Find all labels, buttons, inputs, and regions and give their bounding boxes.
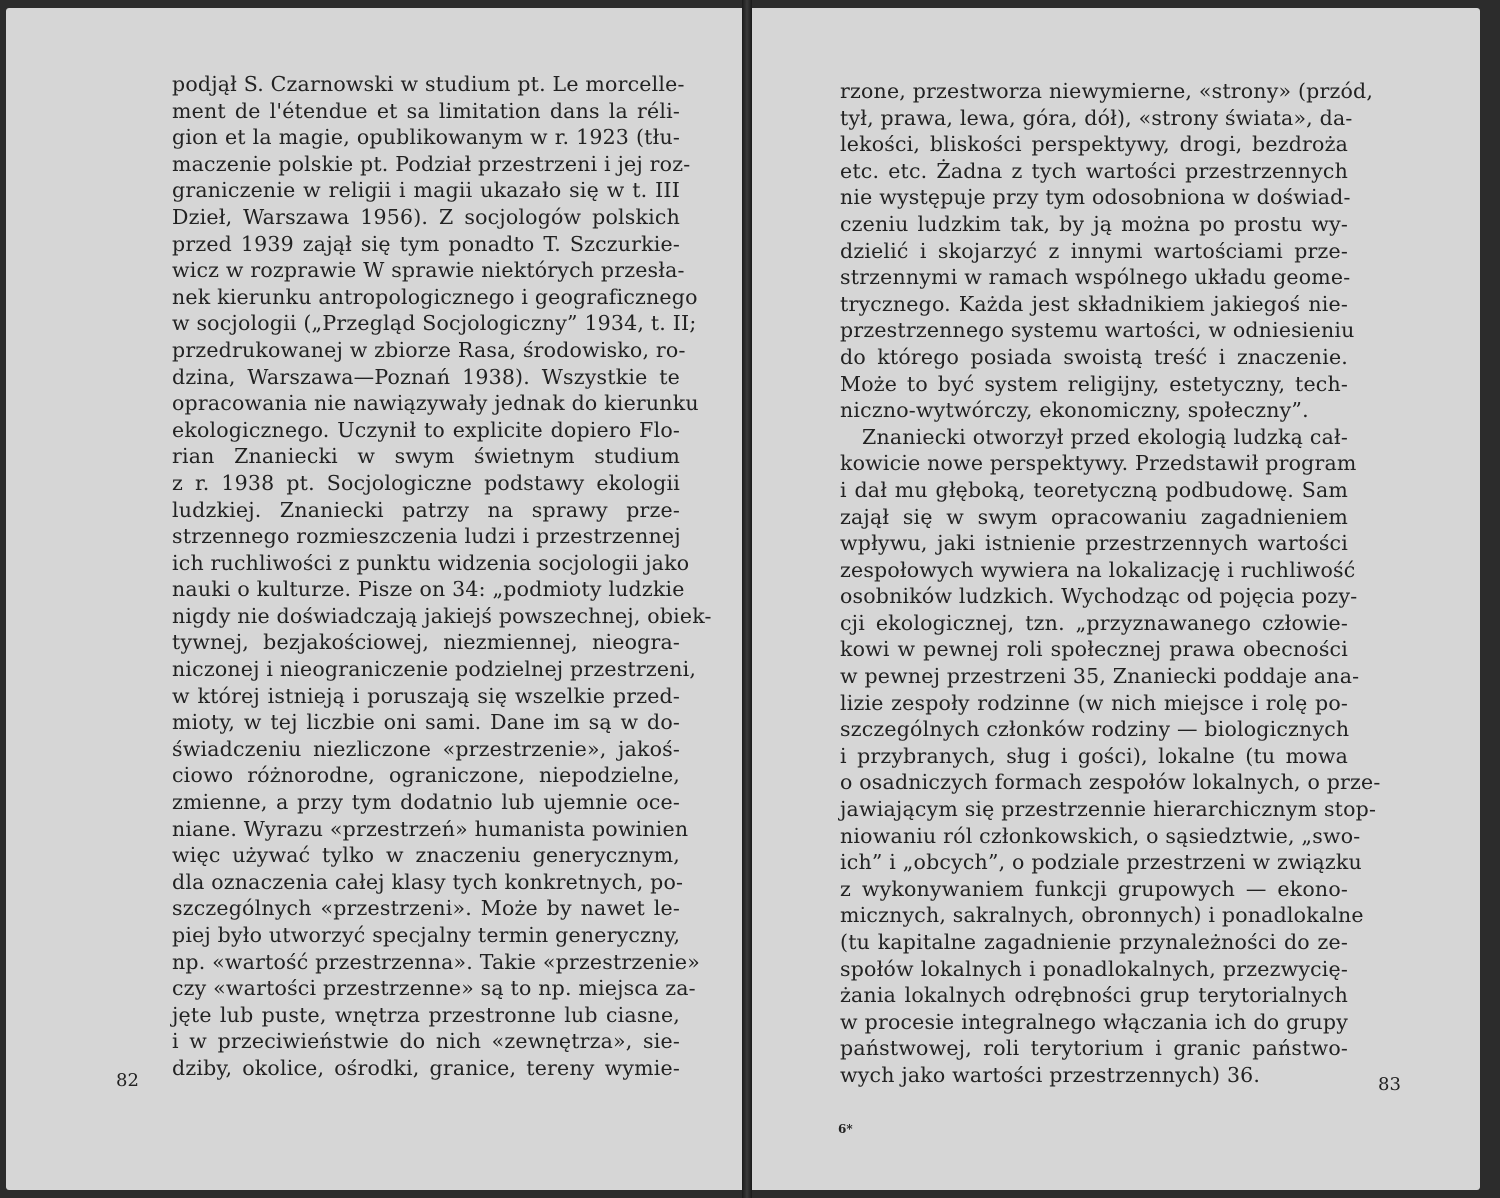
- text-line: tywnej, bezjakościowej, niezmiennej, nieogra-: [172, 630, 680, 655]
- text-line: ment de l'étendue et sa limitation dans la réli-: [172, 98, 680, 123]
- text-line: micznych, sakralnych, obronnych) i ponadlokalne: [840, 903, 1364, 928]
- left-page-text: [172, 71, 712, 1082]
- left-page: [6, 8, 742, 1190]
- text-line: jawiającym się przestrzennie hierarchicznym stop-: [840, 797, 1377, 822]
- text-line: Dzieł, Warszawa 1956). Z socjologów polskich: [172, 204, 680, 229]
- text-line: przestrzennego systemu wartości, w odniesieniu: [840, 318, 1355, 343]
- text-line: i przybranych, sług i gości), lokalne (tu mowa: [840, 743, 1348, 768]
- text-line: ich” i „obcych”, o podziale przestrzeni w związku: [840, 850, 1362, 875]
- right-page-text: [840, 78, 1381, 1089]
- text-line: etc. etc. Żadna z tych wartości przestrzennych: [840, 158, 1348, 183]
- text-line: jęte lub puste, wnętrza przestronne lub ciasne,: [172, 1002, 680, 1027]
- text-line: niane. Wyrazu «przestrzeń» humanista powinien: [172, 816, 689, 841]
- text-line: dzielić i skojarzyć z innymi wartościami prze-: [840, 238, 1348, 263]
- text-line: z wykonywaniem funkcji grupowych — ekono-: [840, 876, 1348, 901]
- text-line: gion et la magie, opublikowanym w r. 1923 (tłu-: [172, 125, 680, 150]
- text-line: o osadniczych formach zespołów lokalnych, o prze-: [840, 770, 1381, 795]
- text-line: niowaniu ról członkowskich, o sąsiedztwie, „swo-: [840, 823, 1361, 848]
- text-line: ludzkiej. Znaniecki patrzy na sprawy prze-: [172, 497, 680, 522]
- text-line: dziby, okolice, ośrodki, granice, tereny wymie-: [172, 1055, 680, 1080]
- text-line: rian Znaniecki w swym świetnym studium: [172, 444, 680, 469]
- page-number-right: 83: [1378, 1074, 1401, 1095]
- page-number-left: 82: [116, 1070, 139, 1091]
- text-line: szczególnych «przestrzeni». Może by nawet le-: [172, 896, 680, 921]
- text-line: rzone, przestworza niewymierne, «strony» (przód,: [840, 79, 1374, 103]
- text-line: tył, prawa, lewa, góra, dół), «strony świata», da-: [840, 105, 1353, 130]
- text-line: strzennymi w ramach wspólnego układu geome-: [840, 265, 1351, 290]
- text-line: w procesie integralnego włączania ich do grupy: [840, 1009, 1348, 1034]
- text-line: trycznego. Każda jest składnikiem jakiegoś nie-: [840, 291, 1348, 316]
- text-line: cji ekologicznej, tzn. „przyznawanego człowie-: [840, 610, 1348, 635]
- text-line: (tu kapitalne zagadnienie przynależności do ze-: [840, 930, 1348, 954]
- text-line: w której istnieją i poruszają się wszelkie przed-: [172, 683, 680, 708]
- text-line: przed 1939 zajął się tym ponadto T. Szczurkie-: [172, 231, 680, 256]
- text-line: osobników ludzkich. Wychodząc od pojęcia pozy-: [840, 584, 1358, 609]
- text-line: zespołowych wywiera na lokalizację i ruchliwość: [840, 557, 1356, 582]
- text-line: lizie zespoły rodzinne (w nich miejsce i rolę po-: [840, 690, 1348, 715]
- text-line: wych jako wartości przestrzennych) 36.: [840, 1062, 1261, 1087]
- text-line: lekości, bliskości perspektywy, drogi, bezdroża: [840, 132, 1348, 157]
- text-line: ich ruchliwości z punktu widzenia socjologii jako: [172, 550, 690, 575]
- text-line: państwowej, roli terytorium i granic państwo-: [840, 1036, 1348, 1061]
- text-line: Znaniecki otworzył przed ekologią ludzką cał-: [862, 424, 1348, 449]
- text-line: opracowania nie nawiązywały jednak do kierunku: [172, 391, 699, 416]
- text-line: maczenie polskie pt. Podział przestrzeni i jej roz-: [172, 151, 691, 176]
- text-line: w pewnej przestrzeni 35, Znaniecki poddaje ana-: [840, 664, 1360, 689]
- text-line: świadczeniu niezliczone «przestrzenie», jakoś-: [172, 736, 680, 761]
- text-line: dla oznaczenia całej klasy tych konkretnych, po-: [172, 869, 684, 894]
- text-line: ekologicznego. Uczynił to explicite dopiero Flo-: [172, 417, 680, 442]
- text-line: mioty, w tej liczbie oni sami. Dane im są w do-: [172, 710, 680, 735]
- text-line: więc używać tylko w znaczeniu generycznym,: [172, 843, 680, 868]
- text-line: społów lokalnych i ponadlokalnych, przezwycię-: [840, 956, 1348, 981]
- book-gutter: [742, 0, 752, 1198]
- text-line: w socjologii („Przegląd Socjologiczny” 1934, t. II;: [172, 311, 697, 336]
- text-line: strzennego rozmieszczenia ludzi i przestrzennej: [172, 524, 681, 549]
- text-line: np. «wartość przestrzenna». Takie «przestrzenie»: [172, 949, 700, 974]
- text-line: czy «wartości przestrzenne» są to np. miejsca za-: [172, 976, 696, 1001]
- text-line: nie występuje przy tym odosobniona w doświad-: [840, 185, 1351, 210]
- text-line: szczególnych członków rodziny — biologicznych: [840, 717, 1350, 742]
- text-line: piej było utworzyć specjalny termin generyczny,: [172, 923, 681, 947]
- text-line: żania lokalnych odrębności grup terytorialnych: [840, 983, 1348, 1008]
- text-line: niczno-wytwórczy, ekonomiczny, społeczny”.: [840, 398, 1309, 423]
- text-line: podjął S. Czarnowski w studium pt. Le morcelle-: [172, 72, 685, 96]
- printer-signature-mark: 6*: [838, 1122, 853, 1136]
- text-line: dzina, Warszawa—Poznań 1938). Wszystkie te: [172, 364, 680, 389]
- text-line: i dał mu głęboką, teoretyczną podbudowę. Sam: [840, 477, 1348, 502]
- text-line: wicz w rozprawie W sprawie niektórych przesła-: [172, 258, 685, 283]
- text-line: nek kierunku antropologicznego i geograficznego: [172, 284, 698, 309]
- text-line: kowi w pewnej roli społecznej prawa obecności: [840, 637, 1348, 662]
- text-line: niczonej i nieograniczenie podzielnej przestrzeni,: [172, 657, 697, 682]
- right-page: [752, 8, 1480, 1190]
- text-line: ciowo różnorodne, ograniczone, niepodzielne,: [172, 763, 680, 788]
- text-line: z r. 1938 pt. Socjologiczne podstawy ekologii: [172, 470, 680, 495]
- text-line: wpływu, jaki istnienie przestrzennych wartości: [840, 531, 1348, 556]
- text-line: graniczenie w religii i magii ukazało się w t. III: [172, 178, 680, 203]
- text-line: zmienne, a przy tym dodatnio lub ujemnie oce-: [172, 790, 680, 815]
- text-line: do którego posiada swoistą treść i znaczenie.: [840, 344, 1348, 369]
- text-line: zajął się w swym opracowaniu zagadnieniem: [840, 504, 1348, 529]
- text-line: nauki o kulturze. Pisze on 34: „podmioty ludzkie: [172, 577, 685, 602]
- text-line: przedrukowanej w zbiorze Rasa, środowisko, ro-: [172, 337, 686, 362]
- text-line: czeniu ludzkim tak, by ją można po prostu wy-: [840, 211, 1348, 236]
- text-line: Może to być system religijny, estetyczny, tech-: [840, 371, 1348, 396]
- text-line: kowicie nowe perspektywy. Przedstawił program: [840, 451, 1357, 476]
- text-line: i w przeciwieństwie do nich «zewnętrza», sie-: [172, 1029, 680, 1054]
- text-line: nigdy nie doświadczają jakiejś powszechnej, obiek-: [172, 603, 712, 628]
